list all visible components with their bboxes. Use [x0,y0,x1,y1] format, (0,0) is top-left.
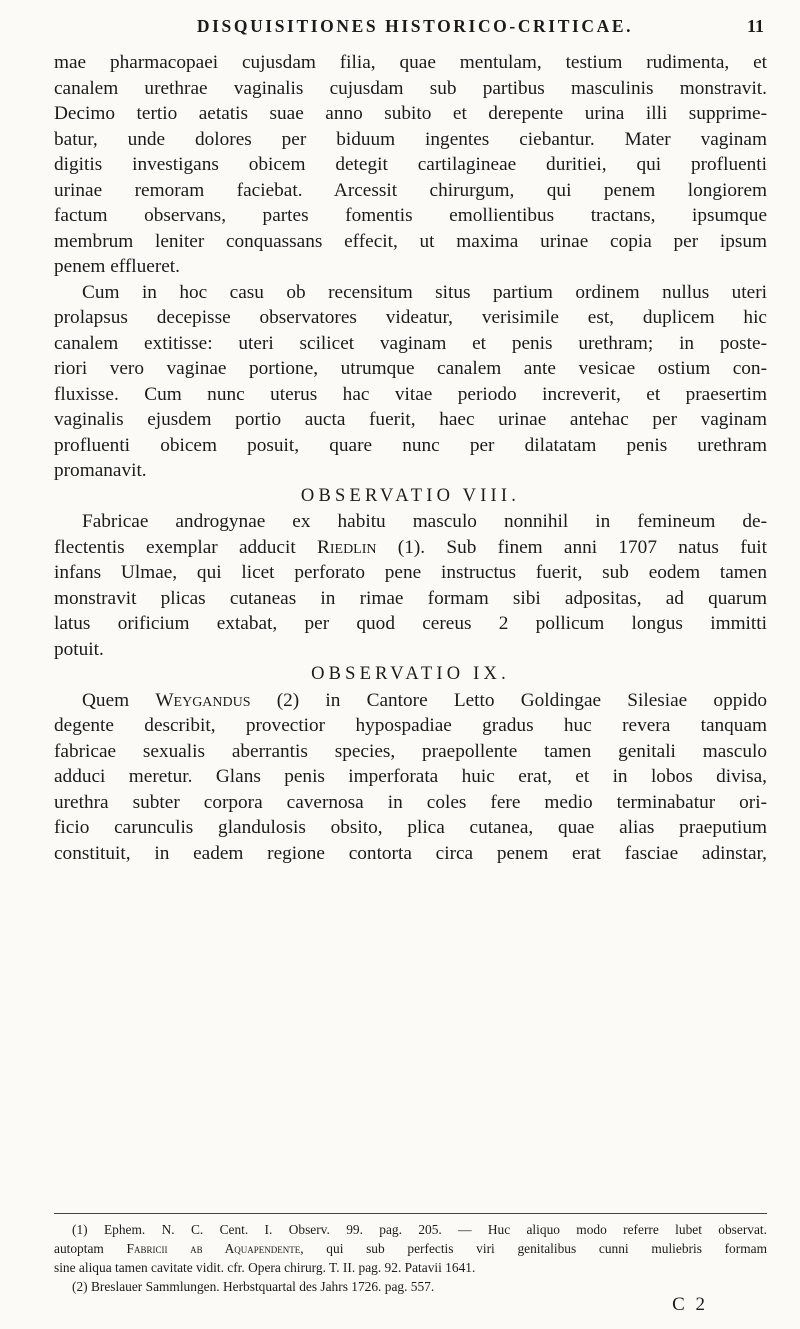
text-line: urethra subter corpora cavernosa in coles fere medio terminabatur ori- [54,791,767,813]
text-fragment: (1). Sub finem anni 1707 natus fuit [376,536,767,558]
text-line: canalem urethrae vaginalis cujusdam sub partibus masculinis monstravit. [54,77,767,99]
text-line: canalem extitisse: uteri scilicet vaginam et penis urethram; in poste- [54,332,767,354]
text-fragment: (2) in Cantore Letto Goldingae Silesiae oppido [250,689,767,711]
running-head [84,16,764,42]
text-line: batur, unde dolores per biduum ingentes ciebantur. Mater vaginam [54,128,767,150]
text-line: monstravit plicas cutaneas in rimae formam sibi adpositas, ad quarum [54,587,767,609]
text-line: constituit, in eadem regione contorta circa penem erat fasciae adinstar, [54,842,767,864]
text-line: digitis investigans obicem detegit cartilagineae duritiei, qui profluenti [54,154,767,175]
text-line: urinae remoram faciebat. Arcessit chirurgum, qui penem longiorem [54,179,767,201]
text-line: profluenti obicem posuit, quare nunc per dilatatam penis urethram [54,434,767,456]
text-line: factum observans, partes fomentis emollientibus tractans, ipsumque [54,205,767,226]
author-name: Riedlin [317,536,377,558]
text-fragment: Quem [82,689,156,711]
section-heading: OBSERVATIO VIII. [300,485,521,506]
running-title: DISQUISITIONES HISTORICO-CRITICAE. [196,16,634,36]
text-line: mae pharmacopaei cujusdam filia, quae mentulam, testium rudimenta, et [54,52,767,73]
text-fragment: flectentis exemplar adducit [54,536,317,558]
text-line: fabricae sexualis aberrantis species, praepollente tamen genitali masculo [54,740,767,762]
text-fragment: , qui sub perfectis viri genitalibus cunni muliebris formam [300,1241,767,1256]
text-line: penem efflueret. [54,256,180,277]
text-line: Cum in hoc casu ob recensitum situs partium ordinem nullus uteri [82,281,767,303]
text-line: membrum leniter conquassans effecit, ut maxima urinae copia per ipsum [54,230,767,252]
signature-mark: C 2 [672,1294,708,1315]
text-line: Fabricae androgynae ex habitu masculo nonnihil in femineum de- [82,511,767,532]
footnote-line [54,1239,767,1258]
text-line: degente describit, provectior hypospadiae gradus huc revera tanquam [54,715,767,736]
footnote-line: (2) Breslauer Sammlungen. Herbstquartal des Jahrs 1726. pag. 557. [72,1279,435,1294]
page-number: 11 [746,16,764,36]
text-line: vaginalis ejusdem portio aucta fuerit, haec urinae antehac per vaginam [54,409,767,430]
text-line: Decimo tertio aetatis suae anno subito et derepente urina illi supprime- [54,103,767,124]
footnote-line: (1) Ephem. N. C. Cent. I. Observ. 99. pag. 205. — Huc aliquo modo referre lubet observat. [72,1222,767,1237]
text-line: ficio carunculis glandulosis obsito, plica cutanea, quae alias praeputium [54,817,767,838]
text-line: potuit. [54,638,104,660]
text-line: latus orificium extabat, per quod cereus 2 pollicum longus immitti [54,613,767,634]
text-line: prolapsus decepisse observatores videatur, verisimile est, duplicem hic [54,307,767,328]
text-line [54,688,767,714]
body-text [54,50,767,866]
text-fragment: autoptam [54,1241,127,1256]
text-line: fluxisse. Cum nunc uterus hac vitae periodo increverit, et praesertim [54,383,767,405]
footnote-line: sine aliqua tamen cavitate vidit. cfr. Opera chirurg. T. II. pag. 92. Patavii 1641. [54,1260,476,1275]
author-name: Fabricii ab Aquapendente [126,1241,301,1256]
footnotes [54,1220,767,1296]
text-line: adduci meretur. Glans penis imperforata huic erat, et in lobos divisa, [54,766,767,787]
footnote-rule [54,1213,767,1214]
section-heading: OBSERVATIO IX. [311,664,510,684]
author-name: Weygandus [155,689,251,711]
text-line [54,535,767,561]
text-line: promanavit. [54,460,147,481]
text-line: infans Ulmae, qui licet perforato pene instructus fuerit, sub eodem tamen [54,562,767,583]
text-line: riori vero vaginae portione, utrumque canalem ante vesicae ostium con- [54,358,767,379]
